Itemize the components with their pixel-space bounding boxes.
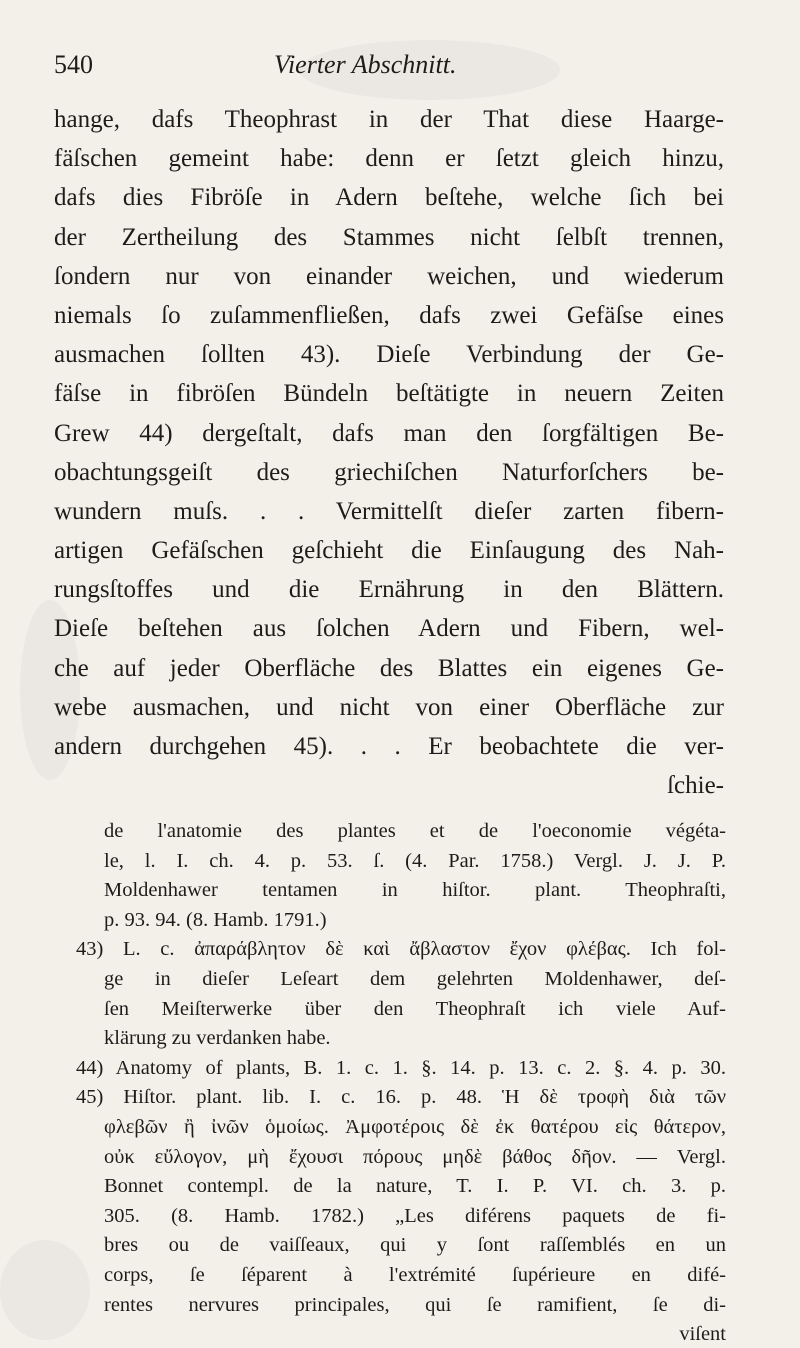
footnote-line: p. 93. 94. (8. Hamb. 1791.) — [104, 908, 327, 931]
catchword: ſchie- — [667, 772, 724, 800]
catchword: viſent — [679, 1323, 726, 1346]
text-line: niemals ſo zuſammenfließen, dafs zwei Gefäſse eines — [54, 301, 724, 329]
text-line: fäſse in fibröſen Bündeln beſtätigte in neuern Zeiten — [54, 380, 724, 408]
main-text — [54, 100, 724, 805]
footnote-line: οὐκ εὔλογον, μὴ ἔχουσι πόρους μηδὲ βάθος δῆον. — Vergl. — [104, 1145, 726, 1168]
text-line: wundern muſs. . . Vermittelſt dieſer zarten fibern- — [54, 497, 724, 525]
page-header — [54, 44, 734, 84]
text-line: ſondern nur von einander weichen, und wiederum — [54, 262, 724, 290]
footnote-line: le, l. I. ch. 4. p. 53. ſ. (4. Par. 1758.) Vergl. J. J. P. — [104, 849, 726, 872]
footnote-line: corps, ſe ſéparent à l'extrémité ſupérieure en difé- — [104, 1263, 726, 1286]
text-line: ausmachen ſollten 43). Dieſe Verbindung der Ge- — [54, 341, 724, 369]
text-line: artigen Gefäſschen geſchieht die Einſaugung des Nah- — [54, 537, 724, 565]
footnote-line: de l'anatomie des plantes et de l'oeconomie végéta- — [104, 820, 726, 842]
text-line: dafs dies Fibröſe in Adern beſtehe, welche ſich bei — [54, 184, 724, 212]
footnote-line: Moldenhawer tentamen in hiſtor. plant. Theophraſti, — [104, 879, 726, 902]
footnote-43-line: 43) L. c. ἀπαράβλητον δὲ καὶ ἄβλαστον ἔχον φλέβας. Ich fol- — [76, 938, 726, 961]
footnote-line: bres ou de vaiſſeaux, qui y ſont raſſemblés en un — [104, 1234, 726, 1257]
footnote-line: rentes nervures principales, qui ſe ramifient, ſe di- — [104, 1293, 726, 1316]
text-line: webe ausmachen, und nicht von einer Oberfläche zur — [54, 693, 724, 721]
footnote-45-line: 45) Hiſtor. plant. lib. I. c. 16. p. 48. Ἡ δὲ τροφὴ διὰ τῶν — [76, 1086, 726, 1109]
text-line: Grew 44) dergeſtalt, dafs man den ſorgfältigen Be- — [54, 419, 724, 447]
footnote-line: φλεβῶν ἢ ἰνῶν ὁμοίως. Ἀμφοτέροις δὲ ἐκ θατέρου εἰς θάτερον, — [104, 1115, 726, 1138]
running-head: Vierter Abschnitt. — [274, 50, 457, 79]
footnote-line: 305. (8. Hamb. 1782.) „Les diférens paquets de fi- — [104, 1204, 726, 1227]
footnote-line: ſen Meiſterwerke über den Theophraſt ich viele Auf- — [104, 997, 726, 1020]
text-line: che auf jeder Oberfläche des Blattes ein eigenes Ge- — [54, 654, 724, 682]
page-number: 540 — [54, 50, 93, 79]
footnote-line: klärung zu verdanken habe. — [104, 1027, 331, 1050]
text-line: obachtungsgeiſt des griechiſchen Naturforſchers be- — [54, 458, 724, 486]
text-line: andern durchgehen 45). . . Er beobachtete die ver- — [54, 733, 724, 760]
footnote-line: ge in dieſer Leſeart dem gelehrten Moldenhawer, deſ- — [104, 967, 726, 990]
text-line: hange, dafs Theophrast in der That diese Haarge- — [54, 106, 724, 133]
text-line: der Zertheilung des Stammes nicht ſelbſt trennen, — [54, 223, 724, 251]
footnote-line: Bonnet contempl. de la nature, T. I. P. VI. ch. 3. p. — [104, 1175, 726, 1198]
text-line: rungsſtoffes und die Ernährung in den Blättern. — [54, 576, 724, 604]
text-line: fäſschen gemeint habe: denn er ſetzt gleich hinzu, — [54, 145, 724, 173]
footnote-44-line: 44) Anatomy of plants, B. 1. c. 1. §. 14. p. 13. c. 2. §. 4. p. 30. — [76, 1056, 726, 1079]
text-line: Dieſe beſtehen aus ſolchen Adern und Fibern, wel- — [54, 615, 724, 643]
footnotes — [76, 817, 726, 1348]
